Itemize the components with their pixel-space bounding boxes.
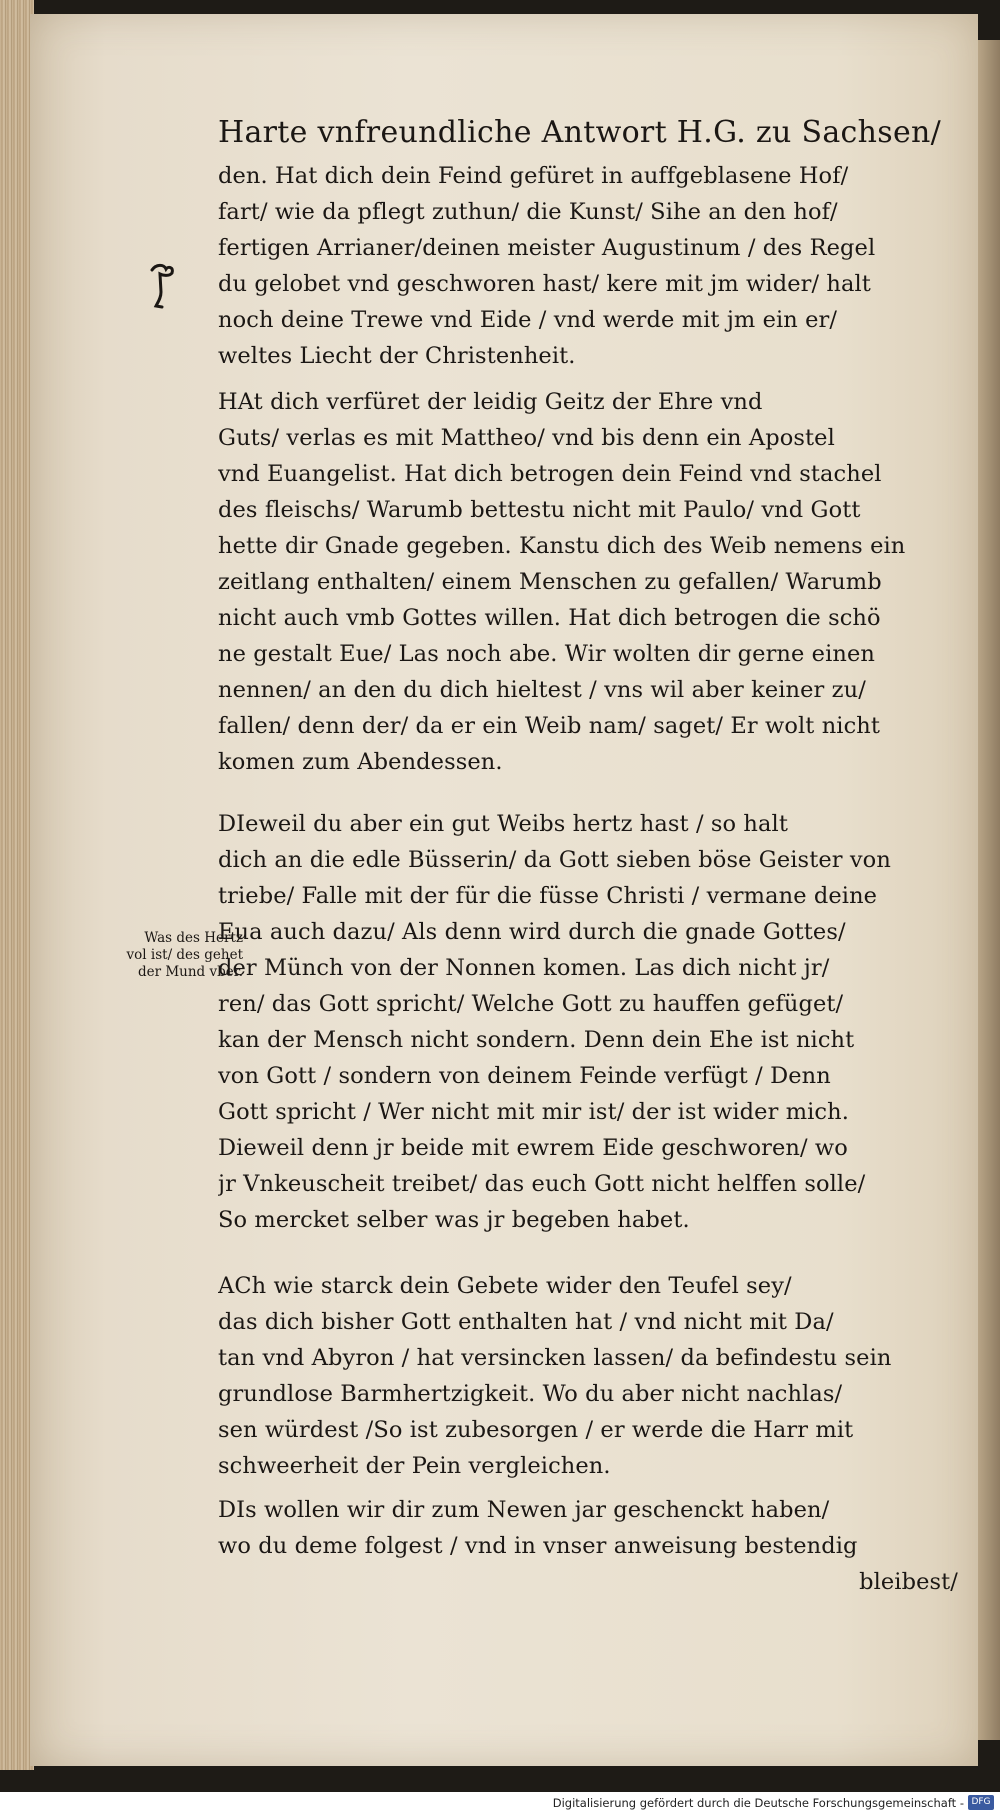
text-line: vnd Euangelist. Hat dich betrogen dein Feind vnd stachel bbox=[218, 461, 882, 487]
text-line: fart/ wie da pflegt zuthun/ die Kunst/ Sihe an den hof/ bbox=[218, 199, 838, 225]
text-line: Eua auch dazu/ Als denn wird durch die gnade Gottes/ bbox=[218, 919, 846, 945]
paragraph-2 bbox=[218, 384, 958, 780]
text-line: sen würdest /So ist zubesorgen / er werde die Harr mit bbox=[218, 1417, 854, 1443]
text-line: dich an die edle Büsserin/ da Gott sieben böse Geister von bbox=[218, 847, 891, 873]
marginal-note-line: vol ist/ des gehet bbox=[126, 947, 243, 963]
text-line: DIeweil du aber ein gut Weibs hertz hast / so halt bbox=[218, 811, 788, 837]
text-line: weltes Liecht der Christenheit. bbox=[218, 343, 576, 369]
text-line: noch deine Trewe vnd Eide / vnd werde mit jm ein er/ bbox=[218, 307, 838, 333]
text-line: schweerheit der Pein vergleichen. bbox=[218, 1453, 611, 1479]
paragraph-5 bbox=[218, 1492, 958, 1600]
manicule-pointer-icon bbox=[148, 262, 178, 312]
text-line: grundlose Barmhertzigkeit. Wo du aber nicht nachlas/ bbox=[218, 1381, 843, 1407]
text-line: HAt dich verfüret der leidig Geitz der Ehre vnd bbox=[218, 389, 763, 415]
text-line: nicht auch vmb Gottes willen. Hat dich betrogen die schö bbox=[218, 605, 881, 631]
text-line: triebe/ Falle mit der für die füsse Christi / vermane deine bbox=[218, 883, 878, 909]
paragraph-1 bbox=[218, 158, 958, 374]
main-text-block bbox=[218, 108, 958, 1600]
paragraph-3 bbox=[218, 806, 958, 1238]
marginal-note bbox=[98, 930, 243, 981]
text-line: fertigen Arrianer/deinen meister Augustinum / des Regel bbox=[218, 235, 876, 261]
text-line: hette dir Gnade gegeben. Kanstu dich des Weib nemens ein bbox=[218, 533, 906, 559]
text-line: ACh wie starck dein Gebete wider den Teufel sey/ bbox=[218, 1273, 792, 1299]
paragraph-4 bbox=[218, 1268, 958, 1484]
text-line: Guts/ verlas es mit Mattheo/ vnd bis denn ein Apostel bbox=[218, 425, 835, 451]
text-line: das dich bisher Gott enthalten hat / vnd nicht mit Da/ bbox=[218, 1309, 834, 1335]
text-line: zeitlang enthalten/ einem Menschen zu gefallen/ Warumb bbox=[218, 569, 882, 595]
text-line: Dieweil denn jr beide mit ewrem Eide geschworen/ wo bbox=[218, 1135, 848, 1161]
marginal-note-line: der Mund vber. bbox=[137, 964, 243, 980]
text-line: der Münch von der Nonnen komen. Las dich nicht jr/ bbox=[218, 955, 830, 981]
marginal-note-line: Was des Hertz bbox=[144, 930, 243, 946]
text-line: den. Hat dich dein Feind gefüret in auffgeblasene Hof/ bbox=[218, 163, 849, 189]
text-line: Gott spricht / Wer nicht mit mir ist/ der ist wider mich. bbox=[218, 1099, 849, 1125]
text-line: von Gott / sondern von deinem Feinde verfügt / Denn bbox=[218, 1063, 831, 1089]
text-line: wo du deme folgest / vnd in vnser anweisung bestendig bbox=[218, 1533, 858, 1559]
text-line: ren/ das Gott spricht/ Welche Gott zu hauffen gefüget/ bbox=[218, 991, 844, 1017]
right-gutter bbox=[978, 40, 1000, 1740]
text-line: komen zum Abendessen. bbox=[218, 749, 503, 775]
text-line: DIs wollen wir dir zum Newen jar geschenckt haben/ bbox=[218, 1497, 830, 1523]
text-line: tan vnd Abyron / hat versincken lassen/ da befindestu sein bbox=[218, 1345, 892, 1371]
digitization-credit: Digitalisierung gefördert durch die Deutsche Forschungsgemeinschaft - bbox=[552, 1796, 964, 1810]
text-line: So mercket selber was jr begeben habet. bbox=[218, 1207, 690, 1233]
text-line: nennen/ an den du dich hieltest / vns wil aber keiner zu/ bbox=[218, 677, 866, 703]
running-heading: Harte vnfreundliche Antwort H.G. zu Sachsen/ bbox=[218, 115, 942, 150]
text-line: ne gestalt Eue/ Las noch abe. Wir wolten dir gerne einen bbox=[218, 641, 875, 667]
text-line: jr Vnkeuscheit treibet/ das euch Gott nicht helffen solle/ bbox=[218, 1171, 866, 1197]
text-line: kan der Mensch nicht sondern. Denn dein Ehe ist nicht bbox=[218, 1027, 855, 1053]
text-line: des fleischs/ Warumb bettestu nicht mit Paulo/ vnd Gott bbox=[218, 497, 861, 523]
text-line: fallen/ denn der/ da er ein Weib nam/ saget/ Er wolt nicht bbox=[218, 713, 881, 739]
text-line: du gelobet vnd geschworen hast/ kere mit jm wider/ halt bbox=[218, 271, 871, 297]
catchword: bleibest/ bbox=[859, 1569, 958, 1595]
dfg-logo: DFG bbox=[968, 1795, 994, 1810]
page-edges bbox=[0, 0, 34, 1770]
